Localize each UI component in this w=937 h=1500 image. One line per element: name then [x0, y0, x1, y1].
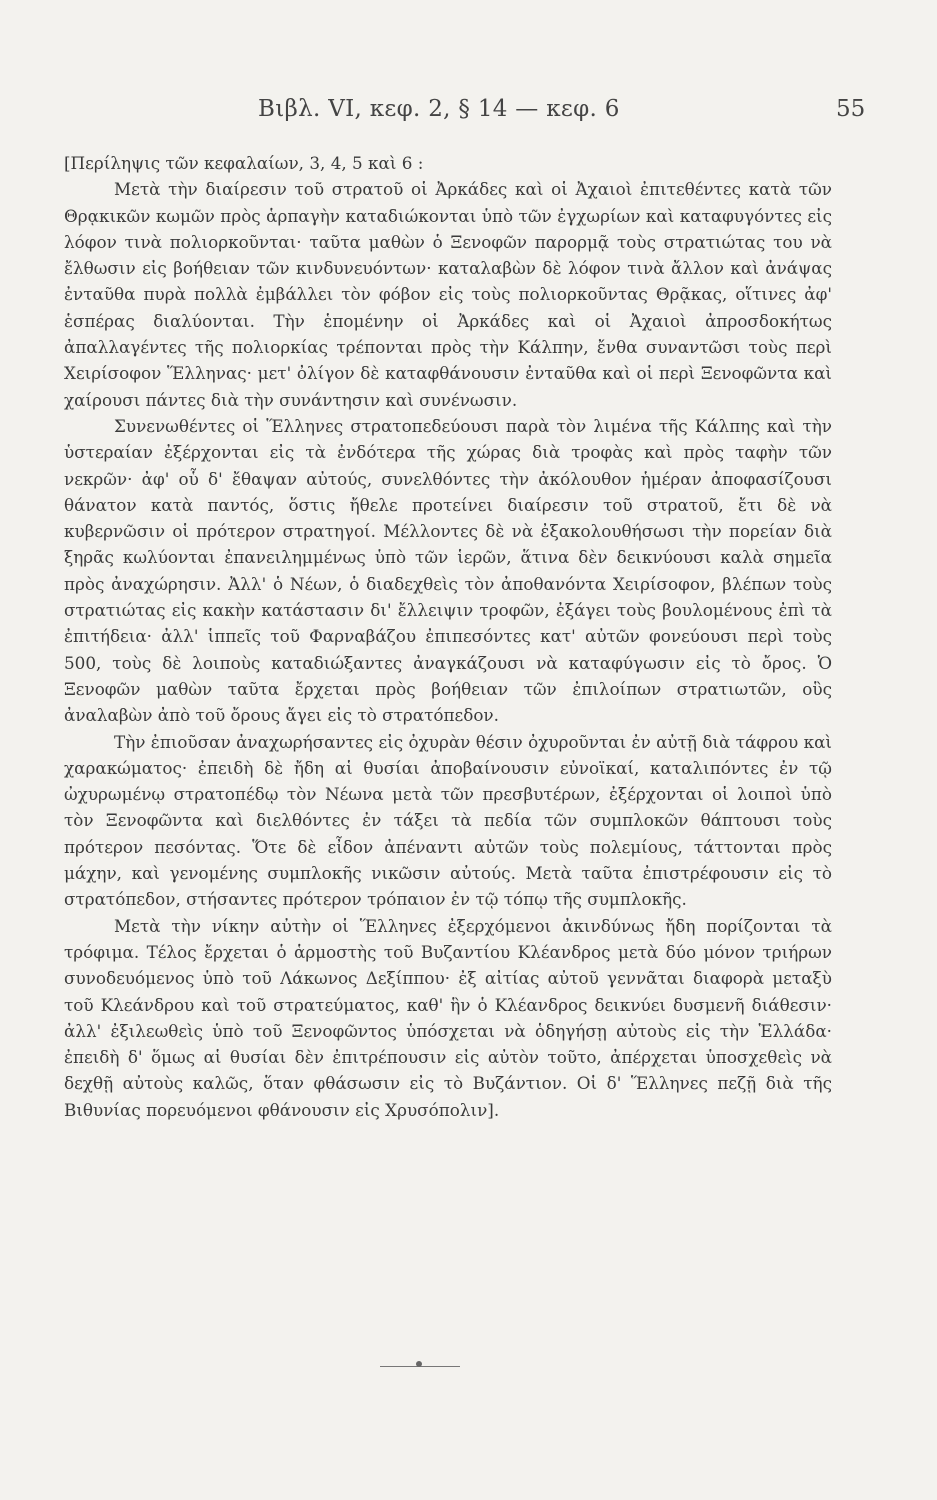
paragraph: Τὴν ἐπιοῦσαν ἀναχωρήσαντες εἰς ὀχυρὰν θέσιν ὀχυροῦνται ἐν αὐτῇ διὰ τάφρου καὶ χαρακώματος· ἐπειδὴ δὲ ἤδη αἱ θυσίαι ἀποβαίνουσιν εὐνοϊκαί, καταλιπόντες ἐν τῷ ὠχυρωμένῳ στρατοπέδῳ τὸν Νέωνα μετὰ τῶν πρεσβυτέρων, ἐξέρχονται οἱ λοιποὶ ὑπὸ τὸν Ξενοφῶντα καὶ διελθόντες ἐν τάξει τὰ πεδία τῶν συμπλοκῶν θάπτουσι τοὺς πρότερον πεσόντας. Ὅτε δὲ εἶδον ἀπέναντι αὐτῶν τοὺς πολεμίους, τάττονται πρὸς μάχην, καὶ γενομένης συμπλοκῆς νικῶσιν αὐτούς. Μετὰ ταῦτα ἐπιστρέφουσιν εἰς τὸ στρατόπεδον, στήσαντες πρότερον τρόπαιον ἐν τῷ τόπῳ τῆς συμπλοκῆς. — [64, 731, 832, 910]
page-header — [0, 96, 937, 136]
text-body — [64, 150, 832, 1123]
paragraph: Συνενωθέντες οἱ Ἕλληνες στρατοπεδεύουσι παρὰ τὸν λιμένα τῆς Κάλπης καὶ τὴν ὑστεραίαν ἐξέρχονται εἰς τὰ ἐνδότερα τῆς χώρας διὰ τροφὰς καὶ πρὸς ταφὴν τῶν νεκρῶν· ἀφ' οὗ δ' ἔθαψαν αὐτούς, συνελθόντες τὴν ἀκόλουθον ἡμέραν ἀποφασίζουσι θάνατον κατὰ παντός, ὅστις ἤθελε προτείνει διαίρεσιν τοῦ στρατοῦ, ἔτι δὲ νὰ κυβερνῶσιν οἱ πρότερον στρατηγοί. Μέλλοντες δὲ νὰ ἐξακολουθήσωσι τὴν πορείαν διὰ ξηρᾶς κωλύονται ἐπανειλημμένως ὑπὸ τῶν ἱερῶν, ἅτινα δὲν δεικνύουσι καλὰ σημεῖα πρὸς ἀναχώρησιν. Ἀλλ' ὁ Νέων, ὁ διαδεχθεὶς τὸν ἀποθανόντα Χειρίσοφον, βλέπων τοὺς στρατιώτας εἰς κακὴν κατάστασιν δι' ἔλλειψιν τροφῶν, ἐξάγει τοὺς βουλομένους ἐπὶ τὰ ἐπιτήδεια· ἀλλ' ἱππεῖς τοῦ Φαρναβάζου ἐπιπεσόντες κατ' αὐτῶν φονεύουσι περὶ τοὺς 500, τοὺς δὲ λοιποὺς καταδιώξαντες ἀναγκάζουσι νὰ καταφύγωσιν εἰς τὸ ὄρος. Ὁ Ξενοφῶν μαθὼν ταῦτα ἔρχεται πρὸς βοήθειαν τῶν ἐπιλοίπων στρατιωτῶν, οὓς ἀναλαβὼν ἀπὸ τοῦ ὄρους ἄγει εἰς τὸ στρατόπεδον. — [64, 415, 832, 726]
paragraph: Μετὰ τὴν διαίρεσιν τοῦ στρατοῦ οἱ Ἀρκάδες καὶ οἱ Ἀχαιοὶ ἐπιτεθέντες κατὰ τῶν Θρᾳκικῶν κωμῶν πρὸς ἁρπαγὴν καταδιώκονται ὑπὸ τῶν ἐγχωρίων καὶ καταφυγόντες εἰς λόφον τινὰ πολιορκοῦνται· ταῦτα μαθὼν ὁ Ξενοφῶν παρορμᾷ τοὺς στρατιώτας του νὰ ἔλθωσιν εἰς βοήθειαν τῶν κινδυνευόντων· καταλαβὼν δὲ λόφον τινὰ ἄλλον καὶ ἀνάψας ἐνταῦθα πυρὰ πολλὰ ἐμβάλλει τὸν φόβον εἰς τοὺς πολιορκοῦντας Θρᾷκας, οἵτινες ἀφ' ἑσπέρας διαλύονται. Τὴν ἑπομένην οἱ Ἀρκάδες καὶ οἱ Ἀχαιοὶ ἀπροσδοκήτως ἀπαλλαγέντες τῆς πολιορκίας τρέπονται πρὸς τὴν Κάλπην, ἔνθα συναντῶσι τοὺς περὶ Χειρίσοφον Ἕλληνας· μετ' ὀλίγον δὲ καταφθάνουσιν ἐνταῦθα καὶ οἱ περὶ Ξενοφῶντα καὶ χαίρουσι πάντες διὰ τὴν συνάντησιν καὶ συνένωσιν. — [64, 179, 832, 410]
end-separator-dot — [416, 1361, 422, 1367]
page-number: 55 — [836, 96, 866, 122]
summary-heading: [Περίληψις τῶν κεφαλαίων, 3, 4, 5 καὶ 6 : — [64, 153, 424, 173]
paragraph: Μετὰ τὴν νίκην αὐτὴν οἱ Ἕλληνες ἐξερχόμενοι ἀκινδύνως ἤδη πορίζονται τὰ τρόφιμα. Τέλος ἔρχεται ὁ ἁρμοστὴς τοῦ Βυζαντίου Κλέανδρος μετὰ δύο μόνον τριήρων συνοδευόμενος ὑπὸ τοῦ Λάκωνος Δεξίππου· ἐξ αἰτίας αὐτοῦ γεννᾶται διαφορὰ μεταξὺ τοῦ Κλεάνδρου καὶ τοῦ στρατεύματος, καθ' ἣν ὁ Κλέανδρος δεικνύει δυσμενῆ διάθεσιν· ἀλλ' ἐξιλεωθεὶς ὑπὸ τοῦ Ξενοφῶντος ὑπόσχεται νὰ ὁδηγήσῃ αὐτοὺς εἰς τὴν Ἑλλάδα· ἐπειδὴ δ' ὅμως αἱ θυσίαι δὲν ἐπιτρέπουσιν εἰς αὐτὸν τοῦτο, ἀπέρχεται ὑποσχεθεὶς νὰ δεχθῇ αὐτοὺς καλῶς, ὅταν φθάσωσιν εἰς τὸ Βυζάντιον. Οἱ δ' Ἕλληνες πεζῇ διὰ τῆς Βιθυνίας πορευόμενοι φθάνουσιν εἰς Χρυσόπολιν]. — [64, 915, 832, 1120]
running-head: Βιβλ. VI, κεφ. 2, § 14 — κεφ. 6 — [258, 96, 620, 122]
